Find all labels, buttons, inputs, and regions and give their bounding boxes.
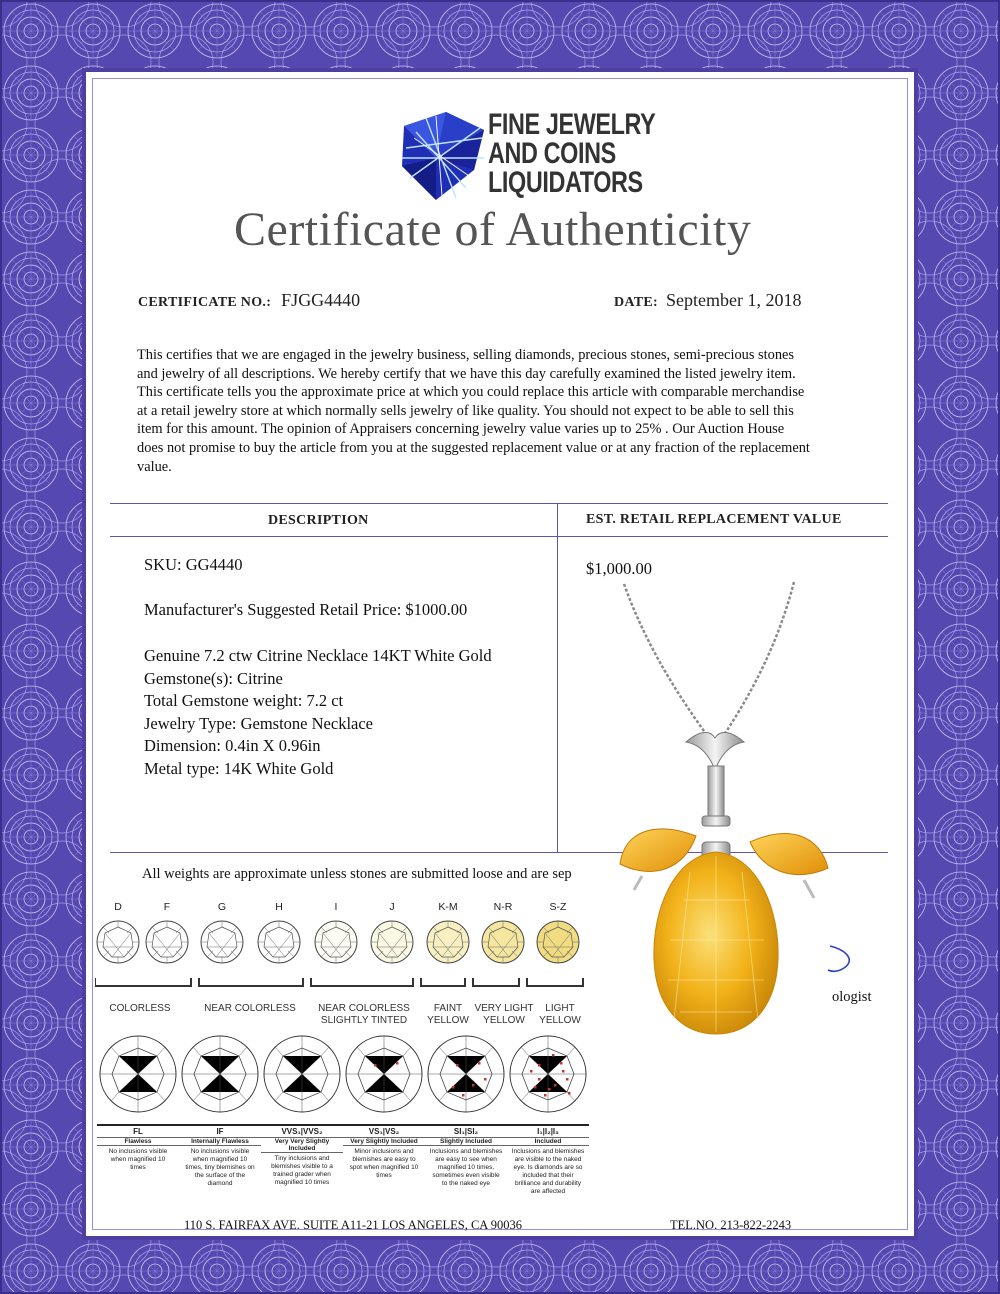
clarity-description-line: blemishes are easy to: [352, 1156, 416, 1163]
clarity-grade-column: [343, 1124, 425, 1180]
logo-line-2: AND COINS: [488, 137, 616, 170]
gem-logo-icon: [396, 108, 488, 204]
clarity-description-line: the surface of the: [194, 1172, 246, 1179]
item-sku: SKU: GG4440: [144, 555, 243, 574]
item-detail-line: Total Gemstone weight: 7.2 ct: [144, 691, 344, 711]
color-grade-label: H: [275, 901, 283, 913]
clarity-description-line: Minor inclusions and: [354, 1148, 414, 1155]
replacement-value: $1,000.00: [586, 559, 652, 578]
clarity-code: FL: [97, 1124, 179, 1136]
statement-line: and jewelry of all descriptions. We hereby certify that we have this day carefully examined the listed jewelry item.: [137, 365, 796, 382]
statement-line: This certificate tells you the approximate price at which you could replace this article with comparable merchandise: [137, 384, 805, 401]
color-grade-label: J: [389, 901, 395, 913]
clarity-grade-column: [179, 1124, 261, 1188]
clarity-description-line: diamond: [207, 1180, 233, 1187]
item-detail-line: Dimension: 0.4in X 0.96in: [144, 736, 321, 756]
color-range-line: FAINT: [433, 1003, 463, 1014]
footer-phone: TEL.NO. 213-822-2243: [670, 1218, 792, 1232]
clarity-diamond-icon: [98, 1034, 178, 1114]
clarity-description-line: magnified 10 times: [274, 1179, 330, 1186]
logo-line-3: LIQUIDATORS: [488, 166, 643, 199]
color-grade-label: F: [163, 901, 171, 913]
color-grade-label: S-Z: [549, 901, 567, 913]
clarity-grade-column: [261, 1124, 343, 1187]
diamond-stone-icon: [199, 919, 245, 965]
statement-line: item for this amount. The opinion of Appraisers concerning jewelry value varies up to 25% . Our Auction House: [137, 421, 785, 438]
color-range-line: SLIGHTLY TINTED: [320, 1015, 408, 1026]
certification-statement: [137, 346, 887, 476]
clarity-description-line: blemishes visible to a: [271, 1163, 333, 1170]
diamond-stone-icon: [480, 919, 526, 965]
clarity-description-line: times: [376, 1172, 392, 1179]
certificate-label: CERTIFICATE NO.:: [138, 295, 272, 310]
description-header: DESCRIPTION: [268, 513, 369, 528]
logo-wordmark: [488, 110, 655, 197]
color-range-line: NEAR COLORLESS: [318, 1003, 410, 1014]
statement-line: does not promise to buy the article from you at the suggested replacement value or at any fraction of the replacement: [137, 439, 810, 456]
color-grade-label: N-R: [493, 901, 513, 913]
clarity-name: Very Very Slightly Included: [261, 1137, 343, 1153]
color-grade-label: D: [114, 901, 122, 913]
diamond-stone-icon: [313, 919, 359, 965]
clarity-grade-column: [97, 1124, 179, 1172]
color-grade-label: I: [334, 901, 338, 913]
color-range-label: [505, 1003, 615, 1027]
clarity-description-line: magnified 10 times,: [437, 1164, 495, 1171]
clarity-diamond-icon: [426, 1034, 506, 1114]
statement-line: This certifies that we are engaged in the jewelry business, selling diamonds, precious stones, semi-precious stones: [137, 347, 795, 363]
color-range-label: [85, 1003, 195, 1015]
color-grade-label: K-M: [438, 901, 458, 913]
clarity-description-line: eye. Is diamonds are so: [513, 1164, 583, 1171]
color-range-bracket: [95, 976, 585, 990]
table-column-divider: [557, 503, 558, 852]
item-detail-line: Genuine 7.2 ctw Citrine Necklace 14KT White Gold: [144, 646, 492, 665]
clarity-name: Flawless: [97, 1137, 179, 1146]
clarity-description-line: times: [130, 1164, 146, 1171]
clarity-grade-column: [507, 1124, 589, 1196]
clarity-description-line: brilliance and durability: [514, 1180, 582, 1187]
clarity-name: Included: [507, 1137, 589, 1146]
statement-line: value.: [137, 458, 172, 475]
value-header: EST. RETAIL REPLACEMENT VALUE: [586, 512, 842, 527]
clarity-diamond-icon: [180, 1034, 260, 1114]
clarity-description-line: Inclusions and blemishes: [511, 1148, 585, 1155]
clarity-description-line: are affected: [530, 1188, 566, 1195]
diamond-stone-icon: [144, 919, 190, 965]
diamond-stone-icon: [95, 919, 141, 965]
certificate-number: [138, 290, 360, 311]
color-range-line: YELLOW: [539, 1015, 581, 1026]
color-grade-label: G: [217, 901, 227, 913]
logo-line-1: FINE JEWELRY: [488, 108, 656, 141]
clarity-code: VS₁|VS₂: [343, 1124, 425, 1136]
clarity-description-line: included that their: [522, 1172, 574, 1179]
color-range-line: VERY LIGHT: [474, 1003, 534, 1014]
date-value: September 1, 2018: [666, 290, 802, 310]
date-label: DATE:: [614, 295, 659, 310]
table-top-rule: [110, 503, 888, 504]
item-msrp: Manufacturer's Suggested Retail Price: $1000.00: [144, 600, 468, 619]
diamond-stone-icon: [535, 919, 581, 965]
certificate-value: FJGG4440: [281, 290, 361, 310]
color-range-line: LIGHT: [545, 1003, 575, 1014]
certificate-date: [614, 290, 802, 311]
clarity-code: I₁|I₂|I₃: [507, 1124, 589, 1136]
clarity-diamond-icon: [508, 1034, 588, 1114]
item-detail-line: Gemstone(s): Citrine: [144, 668, 283, 688]
clarity-description-line: Tiny inclusions and: [274, 1155, 330, 1162]
item-detail-line: Metal type: 14K White Gold: [144, 758, 334, 778]
clarity-description-line: are easy to see when: [435, 1156, 497, 1163]
page-title: Certificate of Authenticity: [234, 203, 752, 256]
statement-line: at a retail jewelry store at which normally sells jewelry of like quality. You should not expect to be able to sell this: [137, 402, 794, 419]
clarity-name: Very Slightly Included: [343, 1137, 425, 1146]
clarity-description-line: No inclusions visible: [108, 1148, 168, 1155]
diamond-stone-icon: [425, 919, 471, 965]
clarity-code: SI₁|SI₂: [425, 1124, 507, 1136]
footer-address: 110 S. FAIRFAX AVE. SUITE A11-21 LOS ANGELES, CA 90036: [184, 1218, 522, 1232]
clarity-description-line: times, tiny blemishes on: [185, 1164, 255, 1171]
item-details: [144, 645, 492, 781]
clarity-grade-column: [425, 1124, 507, 1188]
color-range-line: NEAR COLORLESS: [204, 1003, 296, 1014]
clarity-description-line: spot when magnified 10: [349, 1164, 419, 1171]
clarity-description-line: Inclusions and blemishes: [429, 1148, 503, 1155]
clarity-diamond-icon: [344, 1034, 424, 1114]
clarity-description-line: when magnified 10: [110, 1156, 166, 1163]
gemologist-label: ologist: [832, 989, 872, 1005]
clarity-name: Internally Flawless: [179, 1137, 261, 1146]
clarity-code: VVS₁|VVS₂: [261, 1124, 343, 1136]
clarity-description-line: when magnified 10: [192, 1156, 248, 1163]
weights-note: All weights are approximate unless stones are submitted loose and are sep: [142, 866, 572, 882]
color-range-label: [195, 1003, 305, 1015]
citrine-necklace-image: [604, 580, 844, 1050]
diamond-stone-icon: [256, 919, 302, 965]
clarity-description-line: are visible to the naked: [514, 1156, 582, 1163]
color-range-line: YELLOW: [483, 1015, 525, 1026]
clarity-name: Slightly Included: [425, 1137, 507, 1146]
item-detail-line: Jewelry Type: Gemstone Necklace: [144, 713, 373, 733]
color-range-line: YELLOW: [427, 1015, 469, 1026]
clarity-description-line: trained grader when: [273, 1171, 331, 1178]
clarity-description-line: to the naked eye: [441, 1180, 491, 1187]
clarity-description-line: No inclusions visible: [190, 1148, 250, 1155]
table-header-rule: [110, 536, 888, 537]
clarity-diamond-icon: [262, 1034, 342, 1114]
clarity-code: IF: [179, 1124, 261, 1136]
diamond-stone-icon: [369, 919, 415, 965]
clarity-description-line: sometimes even visible: [432, 1172, 500, 1179]
color-range-line: COLORLESS: [109, 1003, 171, 1014]
